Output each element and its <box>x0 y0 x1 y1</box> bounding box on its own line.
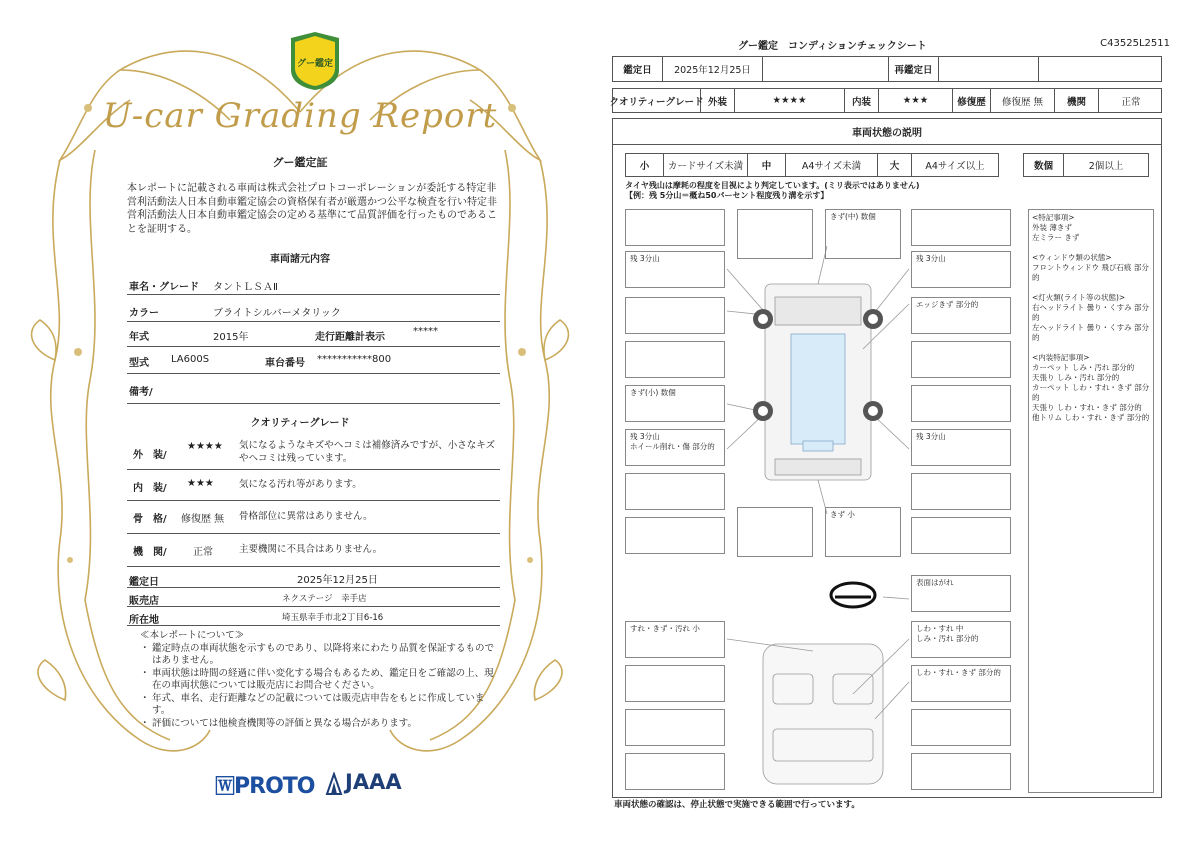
interior-box-left-1: すれ・きず・汚れ 小 <box>625 621 725 658</box>
spec-row-year <box>127 322 500 347</box>
spec-label: 走行距離計表示 <box>315 332 385 343</box>
exterior-box <box>625 209 725 246</box>
inspection-label: 所在地 <box>129 615 159 626</box>
spec-value: ***********800 <box>317 354 392 365</box>
count-value: 2個以上 <box>1088 161 1124 172</box>
spec-label: カラー <box>129 308 159 319</box>
legend-large-desc: A4サイズ以上 <box>925 161 985 172</box>
legend-large: 大 <box>878 154 912 176</box>
inspection-value: ネクステージ 幸手店 <box>282 594 367 604</box>
interior-box <box>625 753 725 790</box>
exterior-box-bottom-center: きず 小 <box>825 507 901 557</box>
re-date-label: 再鑑定日 <box>889 57 939 81</box>
spec-label: 型式 <box>129 358 149 369</box>
brand-logos <box>215 770 415 800</box>
grade-value: 修復歴 無 <box>181 514 225 525</box>
exterior-box-top-center: きず(中) 数個 <box>825 209 901 259</box>
re-date-value <box>939 57 1039 81</box>
spec-label: 年式 <box>129 332 149 343</box>
spec-value: タントＬＳＡⅡ <box>213 282 278 293</box>
spec-row-remarks <box>127 374 500 404</box>
exterior-box <box>625 473 725 510</box>
legend-medium: 中 <box>748 154 786 176</box>
notes-title: ≪本レポートについて≫ <box>140 630 245 641</box>
interior-box-right-1: しわ・すれ 中 しみ・汚れ 部分的 <box>911 621 1011 658</box>
note-item: ・ 評価については他検査機関等の評価と異なる場合があります。 <box>140 718 496 731</box>
jaaa-logo: JAAA <box>345 770 402 794</box>
inspection-date-row <box>127 567 500 588</box>
exterior-box-right-2: エッジきず 部分的 <box>911 297 1011 334</box>
grade-label: 外 装/ <box>133 450 167 461</box>
exterior-box-left-1: 残 3分山 <box>625 251 725 288</box>
interior-box-steering: 表面はがれ <box>911 575 1011 612</box>
interior-value: ★★★ <box>879 89 953 112</box>
interior-box-right-2: しわ・すれ・きず 部分的 <box>911 665 1011 702</box>
exterior-box-right-1: 残 3分山 <box>911 251 1011 288</box>
certificate-intro: 本レポートに記載される車両は株式会社プロトコーポレーションが委託する特定非営利活動法人日本自動車鑑定協会の資格保有者が厳選かつ公平な検査を行い特定非営利活動法人日本自動車鑑定協会の定める基準にて品質評価を行ったものであることを証明する。 <box>127 183 497 235</box>
exterior-box-left-4: きず(小) 数個 <box>625 385 725 422</box>
grade-label: 内 装/ <box>133 483 167 494</box>
date-table <box>612 56 1162 82</box>
spec-value: ***** <box>413 326 438 337</box>
date-label: 鑑定日 <box>613 57 663 81</box>
grade-desc: 骨格部位に異常はありません。 <box>239 511 373 522</box>
address-row <box>127 607 500 626</box>
grade-row-frame <box>127 501 500 534</box>
exterior-box <box>625 341 725 378</box>
legend-small: 小 <box>626 154 664 176</box>
state-title: 車両状態の説明 <box>613 119 1161 145</box>
exterior-box-left-5: 残 3分山 ホイール削れ・傷 部分的 <box>625 429 725 466</box>
spec-value: 2015年 <box>213 332 249 343</box>
report-notes <box>140 630 496 730</box>
special-notes-box: <特記事項> 外装 薄きず 左ミラー きず <ウィンドウ類の状態> フロントウィンドウ 飛び石痕 部分的 <灯火類(ライト等の状態)> 右ヘッドライト 曇り・くすみ 部分的 左ヘッドライト 曇り・くすみ 部分的 <内装特記事項> カーペット しみ・汚れ 部分的 天張り しみ・汚れ 部分的 カーペット しわ・すれ・きず 部分的 天張り しわ・すれ・きず 部分的 他トリム しわ・すれ・きず 部分的 <box>1028 209 1154 793</box>
count-label: 数個 <box>1024 154 1064 176</box>
certificate-heading: グー鑑定証 <box>272 156 328 169</box>
exterior-box <box>737 209 813 259</box>
spec-label: 車名・グレード <box>129 282 199 293</box>
grade-desc: 気になる汚れ等があります。 <box>239 479 362 490</box>
spec-value: LA600S <box>171 354 210 365</box>
interior-label: 内装 <box>845 89 879 112</box>
grade-desc: 気になるようなキズやヘコミは補修済みですが、小さなキズやヘコミは残っています。 <box>239 440 496 464</box>
condition-check-sheet <box>608 0 1170 848</box>
exterior-box <box>911 385 1011 422</box>
interior-box <box>625 709 725 746</box>
badge-label: グー鑑定 <box>296 59 333 69</box>
empty-cell <box>763 57 889 81</box>
grade-stars: ★★★ <box>187 478 214 489</box>
grade-title: クオリティーグレード <box>250 418 350 429</box>
sheet-title: グー鑑定 コンディションチェックシート <box>738 41 927 52</box>
spec-value: ブライトシルバーメタリック <box>213 308 341 319</box>
interior-box <box>911 709 1011 746</box>
spec-row-color <box>127 295 500 322</box>
grade-label: クオリティーグレード <box>613 89 701 112</box>
spec-label: 備考/ <box>129 387 153 398</box>
vehicle-state-frame <box>612 118 1162 798</box>
grade-label: 骨 格/ <box>133 514 167 525</box>
grade-stars: ★★★★ <box>187 441 223 452</box>
note-item: ・ 鑑定時点の車両状態を示すものであり、以降将来にわたり品質を保証するものではありません。 <box>140 643 496 668</box>
note-item: ・ 年式、車名、走行距離などの記載については販売店申告をもとに作成しています。 <box>140 693 496 718</box>
exterior-box <box>911 517 1011 554</box>
grade-value: 正常 <box>193 547 213 558</box>
repair-label: 修復歴 <box>953 89 991 112</box>
specs-title: 車両諸元内容 <box>270 254 330 265</box>
legend-medium-desc: A4サイズ未満 <box>786 154 878 176</box>
spec-label: 車台番号 <box>265 358 305 369</box>
legend-small-desc: カードサイズ未満 <box>664 154 748 176</box>
proto-logo: 🅆PROTO <box>215 774 315 799</box>
grade-row-interior <box>127 470 500 501</box>
interior-box <box>625 665 725 702</box>
exterior-box <box>911 209 1011 246</box>
note-item: ・ 車両状態は時間の経過に伴い変化する場合もあるため、鑑定日をご確認の上、現在の車両状態については販売店にお問合せください。 <box>140 668 496 693</box>
exterior-box <box>911 473 1011 510</box>
engine-value: 正常 <box>1121 96 1141 108</box>
inspection-value: 2025年12月25日 <box>297 575 378 586</box>
exterior-value: ★★★★ <box>735 89 845 112</box>
exterior-label: 外装 <box>701 89 735 112</box>
repair-value: 修復歴 無 <box>991 89 1055 112</box>
grade-row-engine <box>127 534 500 567</box>
interior-box <box>911 753 1011 790</box>
dealer-row <box>127 588 500 607</box>
steering-wheel-icon <box>831 583 875 607</box>
spec-row-name <box>127 268 500 295</box>
inspection-value: 埼玉県幸手市北2丁目6-16 <box>282 613 384 623</box>
grade-row-exterior <box>127 433 500 470</box>
grade-table <box>609 88 1162 113</box>
jaaa-mark-icon <box>325 772 343 796</box>
sheet-code: C43525L2511 <box>1100 38 1170 49</box>
tire-note: タイヤ残山は摩耗の程度を目視により判定しています。(ミリ表示ではありません) 【例：残 5分山＝概ね50パーセント程度残り溝を示す】 <box>625 181 920 200</box>
exterior-box-right-5: 残 3分山 <box>911 429 1011 466</box>
grade-label: 機 関/ <box>133 547 167 558</box>
grade-desc: 主要機関に不具合はありません。 <box>239 544 383 555</box>
script-title: U-car Grading Report <box>102 96 498 136</box>
exterior-box <box>625 297 725 334</box>
exterior-box <box>625 517 725 554</box>
spec-row-model <box>127 347 500 374</box>
sheet-footnote: 車両状態の確認は、停止状態で実施できる範囲で行っています。 <box>614 800 860 810</box>
date-value: 2025年12月25日 <box>663 57 763 81</box>
proto-mark-icon: 🅆 <box>215 774 234 798</box>
inspection-label: 販売店 <box>129 596 159 607</box>
empty-cell <box>1039 57 1163 81</box>
exterior-box <box>737 507 813 557</box>
exterior-box <box>911 341 1011 378</box>
inspection-label: 鑑定日 <box>129 577 159 588</box>
engine-label: 機関 <box>1055 89 1099 112</box>
